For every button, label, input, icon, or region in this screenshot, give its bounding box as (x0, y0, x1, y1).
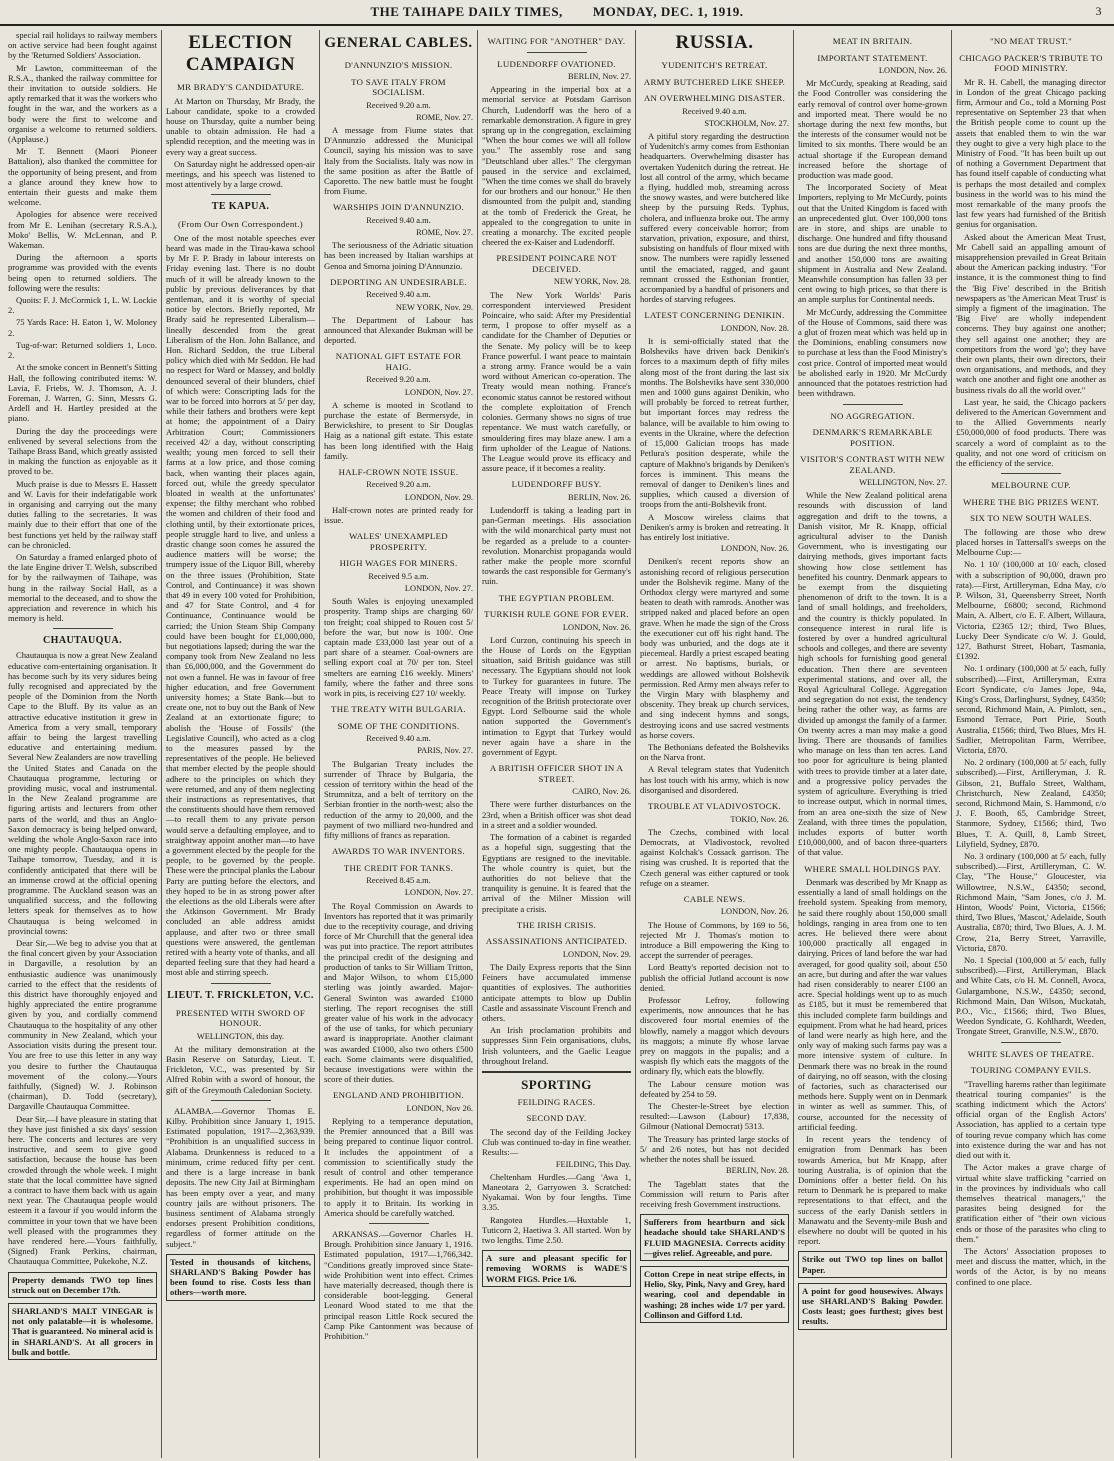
column-7 (952, 30, 1110, 1458)
headline-te-kapua: TE KAPUA. (211, 201, 270, 213)
subheading: DEPORTING AN UNDESIRABLE. (330, 276, 467, 287)
subheading: NATIONAL GIFT ESTATE FOR HAIG. (335, 351, 462, 372)
article-paragraph: Replying to a temperance deputation, the Premier announced that a Bill was being prepared to continue liquor control. It includes the appointment of a commission to scientifically study the result of control and other temperance experiments. He had an open mind on prohibition, but thought it was impossible to apply it to Britain. Its working in America should be carefully watched. (324, 1116, 473, 1218)
dateline: LONDON, Nov 26. (406, 1103, 473, 1113)
received-time: Received 9.40 a.m. (366, 290, 431, 300)
article-paragraph: At the smoke concert in Bennett's Sitting Hall, the following contributed items: W. Lavia, F. Friebs, W. J. Thomson, A. J. Foreman, J. Warren, G. Sinn, Messrs G. Ardell and H. Hartley presided at the piano. (8, 362, 157, 424)
received-time: Received 8.45 a.m. (366, 876, 431, 886)
article-paragraph: There were further disturbances on the 23rd, when a British officer was shot dead in a street and a soldier wounded. (482, 799, 631, 830)
article-paragraph: The Department of Labour has announced that Alexander Bukman will be deported. (324, 314, 473, 346)
article-paragraph: No. 1 ordinary (100,000 at 5/ each, fully subscribed).—First, Artilleryman, Extra Ecort Syndicate, c/o James Jope, 94a, King's Cross, Darlinghurst, Sydney, £4350; second, Richmond Main, A. Pimlott, sen., Esmond Terrace, Port Pirie, South Australia, £1566; third, Two Blues, Mrs H. Sadlier, Metropolitan Farm, Werribee, Victoria, £870. (956, 663, 1106, 755)
subheading: PRESENTED WITH SWORD OF HONOUR. (175, 1007, 306, 1029)
article-paragraph: The Treasury has printed large stocks of 5/ and 2/6 notes, but has not decided whether the notes shall be issued. (640, 1133, 789, 1165)
divider (482, 1071, 631, 1073)
divider (369, 1223, 429, 1224)
column-5 (636, 30, 794, 1458)
advertisement: Property demands TWO top lines struck out on December 17th. (8, 1272, 157, 1298)
article-paragraph: The House of Commons, by 169 to 56, rejected Mr J. Thomas's motion to introduce a Bill empowering the King to accept the surrender of peerages. (640, 919, 789, 961)
article-paragraph: Lord Beatty's reported decision not to publish the official Jutland account is now denied. (640, 962, 789, 993)
subheading: HALF-CROWN NOTE ISSUE. (338, 466, 459, 477)
article-paragraph: Lord Curzon, continuing his speech in the House of Lords on the Egyptian situation, said British guidance was still necessary. The Egyptians should not look to Turkey for guarantees in future. The Peace Treaty will impose on Turkey recognition of the British protectorate over Egypt. Lord Selbourne said the whole nation supported the Government's intimation to Egypt that Turkey would never again have a share in the government of Egypt. (482, 634, 631, 758)
subheading: SECOND DAY. (526, 1113, 587, 1124)
received-time: Received 9.20 a.m. (366, 100, 431, 110)
dateline: TOKIO, Nov. 26. (730, 814, 789, 824)
divider (211, 983, 271, 984)
subheading: D'ANNUNZIO'S MISSION. (344, 60, 453, 70)
article-paragraph: 75 Yards Race: H. Eaton 1, W. Moloney 2. (8, 317, 157, 338)
article-paragraph: Last year, he said, the Chicago packers delivered to the American Government and to the Allied Governments nearly £50,000,000 of food products. There was scarcely a word of complaint as to the quality, and not one word of criticism on the efficiency of the service. (956, 396, 1106, 469)
article-paragraph: The Bethonians defeated the Bolsheviks on the Narva front. (640, 741, 789, 763)
subheading: ARMY BUTCHERED LIKE SHEEP. (643, 76, 786, 87)
subheading: TOURING COMPANY EVILS. (970, 1065, 1092, 1076)
dateline: NEW YORK, Nov. 28. (553, 277, 631, 287)
headline-election-campaign: ELECTION CAMPAIGN (185, 32, 296, 75)
subheading: (From Our Own Correspondent.) (178, 219, 303, 230)
article-paragraph: Dear Sir,—I have pleasure in stating that they have just finished a six days' session here. The concerts and lectures are very instructive, and seem to give good satisfaction, because the house has been crowded through the whole week. I might state that the local committee have signed a contract to have them back with us again next year. The Chautauqua people would esteem it a favour if you would inform the committee in your town that we have been well pleased with the programmes they have rendered here.—Yours faithfully, (Signed) Frank Perkins, chairman, Chautauqua Committee, Pukekohe, N.Z. (8, 1113, 157, 1267)
subheading: IMPORTANT STATEMENT. (817, 52, 928, 63)
headline-russia: RUSSIA. (675, 32, 754, 53)
subheading: WAITING FOR "ANOTHER" DAY. (487, 36, 626, 46)
article-paragraph: Mr McCurdy, addressing the Committee of the House of Commons, said there was a glut of frozen meat which was held up in the Dominions, enabling consumers now to purchase at less than the Food Ministry's cost price. Control of imported meat would be abolished early in 1920. Mr McCurdy announced that the potatoes restriction had been withdrawn. (798, 306, 947, 399)
article-paragraph: The Tageblatt states that the Commission will return to Paris after receiving fresh Government instructions. (640, 1178, 789, 1209)
column-3 (320, 30, 478, 1458)
article-paragraph: One of the most notable speeches ever heard was made in the Tirau-kawa school by Mr F. P. Brady in labour interests on Friday evening last. There is no doubt much of it will be already known to the public by previous deliverances by that gentleman, and it is worthy of special notice by electors. Briefly reported, Mr Brady said he represented Liberalism—lineally descended from the great Liberalism of the Hon. John Ballance, and Hon. Richard Seddon, the true Liberal policy which died with Mr Seddon. He had no respect for Ward or Massey, and boldly denounced several of their blunders, chief of which were: Conscripting lads for the war to be forced into horrors at 5/ per day, while their fathers and brothers were kept at home; the appointment of a Dairy Arbitration Court; Commissioners received 42/ a day, without conscripting wealth; young men forced to sell their farms at a low price, and those coming back, when wanting their places again, forced out, while the greedy speculator bloated in wealth at the unfortunates' expense; the filthy merchant who robbed the women and children of their food and clothing until, by their extortionate prices, people struggle hard to live, and unless a drastic change soon comes he assured the audience matters will be worse; the trumpery issue of the Liquor Bill, whereby on the three issues (Prohibition, State Control, and Continuance) it was shown that 49 in every 100 voted for Prohibition, and 47 for State Control, and 4 for Continuance, Continuance would be carried; the Union Steam Ship Company could have been bought for £1,000,000, but negotiations lapsed; during the war the company took from New Zealand no less than £6,000,000, and the Government do not own a funnel. He was in favour of free higher education, and free Government university homes; a State Bank—but to create one, not to buy out the Bank of New Zealand at an extortionate figure; to abolish the 'House of Fossils' (the Legislative Council), who acted as a clog to the measures passed by the representatives of the people. He believed that member elected by the people should adhere to the principles on which they were returned, and any of them neglecting their instructions as representatives, that the constituents should have them removed—to recall them to any private person would serve a defaulting employee, and to straightway appoint another man—to have a government elected by the people for the people, to be governed by the people. These were the principal planks the Labour Party are putting before the electors, and they hoped to be in as strong power after the elections as the old Liberals were after the Atkinson Government. Mr Brady concluded an able address amidst applause, and after two or three small questions were answered, the gentleman retired with a hearty vote of thanks, and all departed feeling sure that they had heard a most able and stirring speech. (166, 232, 315, 978)
article-paragraph: No. 2 ordinary (100,000 at 5/ each, fully subscribed).—First, Artilleryman, J. R. Gibson, 21, Buffalo Street, Waltham, Christchurch, New Zealand, £4350; second, Richmond Main, S. Hammond, c/o J. F. Booth, 65, Cambridge Street, Stanmore, Sydney, £1566; third, Two Blues, T. A. Quill, 8, Lamb Street, Lilyfield, Sydney, £870. (956, 757, 1106, 849)
article-paragraph: special rail holidays to railway members on active service had been fought against by the 'Returned Soldiers' Association. (8, 30, 157, 61)
dateline: CAIRO, Nov. 26. (572, 787, 631, 797)
masthead-date: MONDAY, DEC. 1, 1919. (592, 4, 744, 19)
article-paragraph: "Travelling harems rather than legitimate theatrical touring companies" is the scathing indictment which the Actors' official organ of the English Actors' Association, has applied to a certain type of touring revue company which has come into existence during the war and has not died out with it. (956, 1078, 1106, 1161)
article-paragraph: A Moscow wireless claims that Deniken's army is broken and retreating. It has entirely lost initiative. (640, 511, 789, 542)
column-2 (162, 30, 320, 1458)
headline-frickleton: LIEUT. T. FRICKLETON, V.C. (167, 989, 314, 1001)
dateline: PARIS, Nov. 27. (417, 746, 473, 756)
article-paragraph: The Bulgarian Treaty includes the surrender of Thrace by Bulgaria, the cession of territory within the head of the Strumnitza, and a belt of territory on the Serbian frontier in the north-west; also the reduction of the army to 20,000, and the payment of two milliard two-hundred and fifty millions of francs as reparation. (324, 758, 473, 841)
article-paragraph: The seriousness of the Adriatic situation has been increased by Italian warships at Genoa and Smorna joining D'Annunzio. (324, 240, 473, 271)
article-paragraph: The Incorporated Society of Meat Importers, replying to Mr McCurdy, points out that the United Kingdom is faced with an unprecedented glut. Over 100,000 tons are in store, and ships are unable to discharge. One hundred and fifty thousand tons are due during the next three months, and another 150,000 tons are awaiting shipment in Australia and New Zealand. Meanwhile consumption has fallen 33 per cent owing to high prices, so that there is an ample surplus for Continental needs. (798, 182, 947, 305)
subheading: THE IRISH CRISIS. (516, 919, 597, 930)
article-paragraph: Mr McCurdy, speaking at Reading, said the Food Controller was considering the early removal of control over home-grown and imported meat. There would be no shortage during the next few months, but the interests of the consumer would not be limited to six months. There would be an actual shortage if the European demand increased before the shortage of production was made good. (798, 78, 947, 181)
dateline: LONDON, Nov. 27. (404, 584, 473, 593)
dateline: LONDON, Nov. 26. (562, 622, 631, 632)
dateline: NEW YORK, Nov. 29. (395, 302, 473, 312)
article-paragraph: No. 1 10/ (100,000 at 10/ each, closed with a subscription of 90,000, drawn pro rata).—First, Artilleryman, Edna May, c/o P. Wilson, 31, Queensberry Street, North Melbourne, £6800; second, Richmond Main, A. Albert, c/o E. F. Albert, Willaura, Victoria, £2365 12/; third, Two Blues, Lucky Deer Syndicate c/o W. J. Gould, 127, Bathurst Street, Hobart, Tasmania, £1392. (956, 559, 1106, 662)
subheading: MELBOURNE CUP. (991, 480, 1071, 491)
article-paragraph: The Daily Express reports that the Sinn Feiners have accumulated immense quantities of explosives. The authorities anticipate attempts to blow up Dublin Castle and assassinate Viscount French and others. (482, 961, 631, 1023)
article-paragraph: Mr R. H. Cabell, the managing director in London of the great Chicago packing firm, Armour and Co., told a Morning Post representative on September 23 that when the British people come to count up the assets that enabled them to win the war they ought to give a very high place to the Ministry of Food. "It has been built up out of nothing a Government Department that has found itself capable of conducting what is perhaps the most detailed and complex business in the world was to his mind the most remarkable of the many proofs the last few years had furnished of the British genius for organisation. (956, 76, 1106, 230)
article-paragraph: Chautauqua is now a great New Zealand educative com-entertaining organisation. It has become such by its very sidures being fully recognised and appreciated by the people of the Dominion from the North Cape to the Bluff. By its value as an attractive educative institution it grew in America from a very small, temporary affair to being the largest travelling educative and entertaining medium. Several New Zealanders are now travelling the United States and Canada on the Chautauqua programme, lecturing or providing music, vocal and instrumental. In the New Zealand programme are figuring artists and lecturers from other parts of the world, and thus an Anglo-Saxon democracy is being helped onward, welding the whole Anglo-Saxon race into one mighty people. Chautauqua opens in Taihape tomorrow, Tuesday, and it is confidently anticipated that there will be an immense crowd at the official opening programme. The Auckland season was an unqualified success, and the following letters speak for themselves as to how Chautauqua is being welcomed in provincial towns: (8, 650, 157, 936)
subheading: WARSHIPS JOIN D'ANNUNZIO. (332, 202, 465, 213)
article-paragraph: In recent years the tendency of emigration from Denmark has been towards America, but Mr Knapp, after touring Australia, is of opinion that the Dominions offer a better field. On his return to Denmark he is prepared to make representations to that effect, and the success of the early Danish settlers in Manawatu and the Seventy-mile Bush and elsewhere no doubt will be quoted in his report. (798, 1134, 947, 1247)
article-paragraph: During the day the proceedings were enlivened by several selections from the Taihape Brass Band, which greatly assisted in making the function as enjoyable as it proved to be. (8, 425, 157, 477)
article-paragraph: The Royal Commission on Awards to Inventors has reported that it was primarily due to the receptivity courage, and driving force of Mr Churchill that the general idea was put into practice. The report attributes the principal credit of the designing and production of tanks to Sir William Tritton, and Major Wilson, to whom £15,000 sterling was jointly awarded. Major-General Swinton was awarded £1000 sterling. The report recognises the still greater value of his work in the advocacy of the use of tanks, for which pecuniary award is inappropriate. Another claimant was awarded £1000, also two others £500 each. Some claimants were disqualified, because investigations were within the score of their duties. (324, 900, 473, 1085)
dateline: LONDON, Nov. 29. (562, 949, 631, 959)
article-paragraph: No. 1 Special (100,000 at 5/ each, fully subscribed).—First, Artilleryman, Black and White Cats, c/o H. M. Connell, Avoca, Gulargambone, N.S.W., £4350; second, Richmond Main, Dan Wilson, Muckatah, P.O., Vic., £1566; third, Two Blues, Weedon Syndicate, G. Kohlhardt, Weeden, Trongate Street, Granville, N.S.W., £870. (956, 955, 1106, 1037)
article-paragraph: Professor Lefroy, following experiments, now announces that he has discovered four mortal enemies of the blowfly, namely a maggot which devours its maggots; a minute fly whose larvae prey on maggots in the pupalis; and a waspish fly which eats the maggots of the ordinary fly, which eats the blowfly. (640, 995, 789, 1077)
subheading: WHITE SLAVES OF THEATRE. (967, 1048, 1095, 1059)
subheading: LUDENDORFF BUSY. (511, 479, 602, 490)
dateline: LONDON, Nov. 26. (878, 66, 947, 75)
subheading: NO AGGREGATION. (830, 410, 915, 421)
subheading: AN OVERWHELMING DISASTER. (643, 93, 786, 103)
subheading: SOME OF THE CONDITIONS. (337, 720, 460, 731)
advertisement: Strike out TWO top lines on ballot Paper. (798, 1251, 947, 1277)
article-paragraph: Mr Lawton, committeeman of the R.S.A., thanked the railway committee for their invitation to outside soldiers. He aptly remarked that it was the workers who fought in the war, and the workers as a body were the first to welcome and organise a welcome to returned soldiers. (Applause.) (8, 62, 157, 145)
advertisement: SHARLAND'S MALT VINEGAR is not only palatable—it is wholesome. That is guaranteed. No mineral acid is in SHARLAND'S. At all grocers in bulk and bottle. (8, 1303, 157, 1360)
advertisement: Tested in thousands of kitchens, SHARLAND'S Baking Powder has been found to rise. Costs less than others—worth more. (166, 1254, 315, 1301)
column-4 (478, 30, 636, 1458)
subheading: AWARDS TO WAR INVENTORS. (332, 846, 465, 857)
divider (527, 52, 587, 53)
dateline: LONDON, Nov. 26. (720, 907, 789, 917)
article-paragraph: The Actors' Association proposes to meet and discuss the matter, which, in the words of the Actor, is by no means confined to one place. (956, 1245, 1106, 1287)
dateline: WELLINGTON, Nov. 27. (859, 478, 947, 487)
subheading: FEILDING RACES. (517, 1096, 596, 1107)
article-paragraph: Deniken's recent reports show an astonishing record of religious persecution under the Bolshevik regime. Many of the Orthodox clergy were martyred and some beaten to death with ramrods. Another was stripped naked and placed before an open grave. When he made the sign of the Cross the executioner cut off his right hand. The body was unburied, and the dogs ate it piecemeal. Hardly a priest escaped beating or arrest. No baptisms, burials, or weddings are allowed without Bolshevik permission. Red Army men always refer to the Virgin Mary with blasphemy and obscenity. They break up church services, and sing indecent hymns and songs, destroying icons and use sacred vestments as horse covers. (640, 556, 789, 740)
article-paragraph: Asked about the American Meat Trust, Mr Cabell said an appalling amount of misapprehension prevailed in Great Britain about the American packing industry. "For instance, it is the commonest thing to find the 'Big Five' described in the British newspapers as 'the American Meat Trust' is simply a figment of the imagination. The 'Big Five' are wholly independent concerns. They buy against one another; they sell against one another; they are competitors from the word 'go'; they have their own plants, their own directors, their own organisations, and methods, and they watch one another and fight one another as business rivals do all the world over." (956, 231, 1106, 395)
dateline: LONDON, Nov. 28. (720, 323, 789, 333)
masthead (0, 0, 1114, 26)
subheading: THE EGYPTIAN PROBLEM. (498, 592, 615, 603)
subheading: CABLE NEWS. (683, 893, 746, 904)
subheading: "NO MEAT TRUST." (989, 36, 1073, 46)
headline-general-cables: GENERAL CABLES. (324, 35, 473, 51)
divider (53, 628, 113, 629)
subheading: LATEST CONCERNING DENIKIN. (644, 310, 785, 321)
subheading: MR BRADY'S CANDIDATURE. (176, 82, 304, 92)
received-time: Received 9.20 a.m. (366, 480, 431, 490)
received-time: Received 9.40 a.m. (682, 106, 747, 116)
subheading: VISITOR'S CONTRAST WITH NEW ZEALAND. (800, 454, 945, 475)
dateline: BERLIN, Nov. 28. (726, 1166, 789, 1176)
advertisement: A point for good housewives. Always use SHARLAND'S Baking Powder. Costs least; goes furthest; gives best results. (798, 1283, 947, 1330)
subheading: DENMARK'S REMARKABLE POSITION. (812, 427, 933, 448)
article-paragraph: Rangotea Hurdles.—Huxtable 1, Tuticorn 2, Haetiwa 3. All started. Won by two lengths. Time 2.50. (482, 1214, 631, 1245)
article-paragraph: On Saturday a framed enlarged photo of the late Engine driver T. Welsh, subscribed for by the railwaymen of Taihape, was hung in the railway Social Hall, as a memorial to the deceased, and to show the appreciation and reverence in which his memory is held. (8, 551, 157, 624)
article-paragraph: At the military demonstration at the Basin Reserve on Saturday, Lieut. T. Frickleton, V.C., was presented by Sir Alfred Robin with a sword of honour, the gift of the Greymouth Caledonian Society. (166, 1043, 315, 1095)
dateline: WELLINGTON, this day. (196, 1031, 285, 1041)
dateline: FEILDING, This Day. (555, 1159, 631, 1169)
dateline: ROME, Nov. 27. (416, 112, 473, 122)
article-paragraph: Dear Sir,—We beg to advise you that at the final concert given by your Association in Dargaville, a resolution by an enthusiastic audience was unanimously carried to the effect that the residents of this district have thoroughly enjoyed and highly appreciated the entire programme given by you, and cordially commend Chautauqua to the hospitality of any other community in New Zealand, which your Association visits during the present tour. You are free to use this letter in any way you desire to further the Chautauqua movement of the colony.—Yours faithfully, (Signed) W. J. Robinson (chairman), D. Todd (secretary), Dargaville Chautauqua Committee. (8, 938, 157, 1112)
dateline: BERLIN, Nov. 26. (568, 492, 631, 502)
divider (1001, 1042, 1061, 1043)
article-paragraph: Half-crown notes are printed ready for issue. (324, 504, 473, 526)
dateline: LONDON, Nov. 27. (404, 387, 473, 397)
page-number: 3 (1095, 4, 1102, 18)
article-paragraph: Tug-of-war: Returned soldiers 1, Loco. 2. (8, 339, 157, 361)
subheading: TURKISH RULE GONE FOR EVER. (484, 609, 629, 620)
article-paragraph: South Wales is enjoying unexampled prosperity. Tramp ships are charging 60/ ton freight; coal shipped to Rouen cost 5/ before the war, but now is 100/. One captain made £33,000 last year out of a part share of a steamer. Coal-owners are selling export coal at 70/ per ton. Steel smelters are earning £16 weekly. Miners' family, where the father and three sons work in pits, is receiving £27 10/ weekly. (324, 596, 473, 699)
article-paragraph: The Czechs, combined with local Democrats, at Vladivostock, revolted against Kolchak's Cossack garrison. The rising was crushed. It is reported that the Czech general was either captured or took refuge on a steamer. (640, 826, 789, 888)
subheading: ENGLAND AND PROHIBITION. (332, 1090, 465, 1101)
article-paragraph: Ludendorff is taking a leading part in pan-German meetings. His association with the wild monarchical party must not be regarded as a prelude to a counter-revolution. Monarchist propaganda would rather make the people more scornful towards the cast responsible for Germany's ruin. (482, 505, 631, 587)
article-paragraph: A Reval telegram states that Yudenitch has lost touch with his army, which is now disorganised and disordered. (640, 764, 789, 795)
subheading: A BRITISH OFFICER SHOT IN A STREET. (489, 763, 624, 784)
article-paragraph: ALAMBA.—Governor Thomas E. Kilby. Prohibition since January 1, 1915. Estimated population, 1917—2,363,939. "Prohibition is an unqualified success in Alabama. Drunkenness is reduced to a minimum, crime reduced fifty per cent. and there is a large increase in bank deposits. The new City Jail at Birmingham has been empty over a year, and many country jails are without prisoners. The business sentiment of Alabama strongly endorses present Prohibition conditions, regardless of former attitude on the subject." (166, 1105, 315, 1249)
subheading: WHERE THE BIG PRIZES WENT. (962, 496, 1100, 507)
dateline: STOCKHOLM, Nov. 27. (704, 118, 789, 128)
masthead-title: THE TAIHAPE DAILY TIMES, (370, 4, 563, 19)
dateline: LONDON, Nov. 27. (404, 888, 473, 898)
subheading: THE TREATY WITH BULGARIA. (331, 704, 466, 715)
subheading: WHERE SMALL HOLDINGS PAY. (804, 863, 941, 874)
article-paragraph: The Labour censure motion was defeated by 254 to 59. (640, 1078, 789, 1099)
subheading: MEAT IN BRITAIN. (832, 36, 913, 46)
subheading: PRESIDENT POINCARE NOT DECEIVED. (496, 253, 617, 274)
article-paragraph: Much praise is due to Messrs E. Hassett and W. Lavis for their indefatigable work in organising and carrying out the many duties falling to the secretaries. It was mainly due to their effort that one of the best functions yet held by the railway staff can be chronicled. (8, 478, 157, 550)
article-paragraph: A pitiful story regarding the destruction of Yudenitch's army comes from Esthonian headquarters. Overwhelming disaster has overtaken Yudenitch during the retreat. He lost all control of the army, which became a flying, huddled mob, streaming across the snowy wastes, and were butchered like sheep by the pursuing Reds. Typhus, cholera, and influenza broke out. The army suffered every conceivable horror; from starvation, privation, exposure, and thirst, subsisting on handfuls of flour mixed with snow. The numbers were rapidly lessened until the emaciated, ragged, and gaunt remnant crossed the Esthonian frontier, accompanied by a handful of prisoners and hordes of starving refugees. (640, 130, 789, 305)
article-paragraph: The Chester-le-Street bye election resulted:—Lawson (Labour) 17,838, Gilmour (National Democrat) 5313. (640, 1101, 789, 1132)
dateline: BERLIN, Nov. 27. (568, 72, 631, 81)
received-time: Received 9.5 a.m. (368, 571, 429, 581)
advertisement: Cotton Crepe in neat stripe effects, in Helio, Sky, Pink, Navy and Grey, hard wearing, cool and dependable in washing; 28 inches wide 1/7 per yard. Collinson and Gifford Ltd. (640, 1266, 789, 1323)
subheading: YUDENITCH'S RETREAT. (661, 60, 768, 70)
article-paragraph: The formation of a cabinet is regarded as a hopeful sign, suggesting that the Egyptians are resigned to the inevitable. The whole country is quiet, but the authorities do not believe that the tranquility is genuine. It is feared that the arrival of the Milner Mission will precipitate a crisis. (482, 832, 631, 914)
article-paragraph: A scheme is mooted in Scotland to purchase the estate of Bermersyde, in Berwickshire, to present to Sir Douglas Haig as a national gift estate. This estate has been long identified with the Haig family. (324, 399, 473, 461)
divider (211, 194, 271, 195)
subheading: THE CREDIT FOR TANKS. (343, 862, 454, 873)
article-paragraph: The following are those who drew placed horses in Tattersall's sweeps on the Melbourne Cup:— (956, 526, 1106, 558)
article-paragraph: Mr T. Bennett (Maori Pioneer Battalion), also thanked the committee for the opportunity of being present, and from a glance around they knew how to entertain their guests and make them welcome. (8, 146, 157, 208)
headline-sporting: SPORTING (521, 1076, 592, 1092)
dateline: ROME, Nov. 27. (416, 228, 473, 238)
subheading: LUDENDORFF OVATIONED. (497, 58, 616, 69)
article-paragraph: A message from Fiume states that D'Annunzio addressed the Municipal Council, saying his mission was to save Italy from the Socialists. Italy was now in the same position as after the Battle of Caporetto. The new battle must be fought from Fiume. (324, 124, 473, 197)
article-paragraph: An Irish proclamation prohibits and suppresses Sinn Fein organisations, clubs, Irish volunteers, and the Gaelic League throughout Ireland. (482, 1025, 631, 1066)
subheading: TROUBLE AT VLADIVOSTOCK. (647, 801, 782, 811)
article-paragraph: Denmark was described by Mr Knapp as essentially a land of small holdings on the freehold system. Speaking from memory, he said there roughly about 150,000 small holdings, ranging in area from one to ten acres. He believed there were about 100,000 practically all engaged in dairying. Prices of land before the war had averaged, for good quality soil, about £50 an acre, but during and after the war values had risen considerably to nearer £100 an acre. Special holdings went up to as much as £185, but it must be remembered that this included complete farm buildings and equipment. From what he had heard, prices of land were nearly as high here, and the only way of making such farms pay was a more intensive system of culture. In Denmark there was no break in the round of dairying, no off season, with the closing of factories, such as characterised our methods here. Supply went on in Denmark in winter as well as summer. This, of course, accounted for the necessity of artificial feeding. (798, 877, 947, 1132)
article-paragraph: On Saturday night he addressed open-air meetings, and his speech was listened to most attentively by a large crowd. (166, 158, 315, 190)
article-paragraph: Apologies for absence were received from Mr E. Lenihan (secretary R.S.A.), Moko' Bellis, W. McLennan, and P. Wakeman. (8, 209, 157, 251)
received-time: Received 9.40 a.m. (366, 215, 431, 225)
article-paragraph: Appearing in the imperial box at a memorial service at Potsdam Garrison Church, Ludendorff was the hero of a remarkable demonstration. A figure in grey sprang up in the congregation, exclaiming "When the hour comes we will all follow you." The assembly rose and sang "Deutschland uber alles." The clergyman paused in the service and exclaimed, "When the time comes we shall do bravely for our brothers and our honour." He then dismounted from the pulpit and, standing at the tomb of Frederick the Great, he appealed to the congregation to unite in creating a monarchy. The excited people cheered the ex-Kaiser and Ludendorff. (482, 84, 631, 248)
columns (4, 30, 1110, 1458)
subheading: HIGH WAGES FOR MINERS. (339, 558, 458, 569)
divider (843, 404, 903, 405)
subheading: WALES' UNEXAMPLED PROSPERITY. (349, 531, 448, 552)
article-paragraph: It is semi-officially stated that the Bolsheviks have driven back Denikin's forces to a maximum depth of fifty miles along most of the front during the last six months. The Bolsheviks have sent 330,000 men and 1000 guns against Denikin, who will probably be forced to retreat further, but important forces may redress the balance, will be available to him owing to events in the Ukraine, where the defection of 15,000 Galician troops has made Petlura's position desperate, while the capture of Makhno's brigands by Deniken's forces is imminent. This means the removal of danger to Deniken's lines and supplies, which caused a diversion of troops from the anti-Bolshevik front. (640, 336, 789, 510)
article-paragraph: No. 3 ordinary (100,000 at 5/ each, fully subscribed).—First, Artilleryman, C. W. Clay, "The House," Gloucester, via Willowtree, N.S.W., £4350; second, Richmond Main, "Sam Jones, c/o J. M. Hinton, Woods' Point, Victoria, £1566; third, Two Blues, 'Mascot,' Adelaide, South Australia, £870; third, Two Blues, A. J. M. Crow, 21a, Berry Street, Yarraville, Victoria, £870. (956, 851, 1106, 953)
article-paragraph: Cheltenham Hurdles.—Gang 'Awa 1, Maneotara 2, Garryowen 3. Scratched: Nyakamai. Won by four lengths. Time 3.35. (482, 1171, 631, 1213)
column-1 (4, 30, 162, 1458)
column-6 (794, 30, 952, 1458)
article-paragraph: The Actor makes a grave charge of virtual white slave trafficking "carried on in the provinces by individuals who call themselves theatrical managers," the parasites being designed for the gratification either of "their own vicious ends or those of the parasites who cling to them." (956, 1162, 1106, 1244)
dateline: LONDON, Nov. 29. (404, 492, 473, 502)
advertisement: Sufferers from heartburn and sick headache should take SHARLAND'S FLUID MAGNESIA. Corrects acidity—gives relief. Agreeable, and pure. (640, 1214, 789, 1261)
subheading: SIX TO NEW SOUTH WALES. (970, 513, 1092, 524)
subheading: CHICAGO PACKER'S TRIBUTE TO FOOD MINISTRY. (959, 52, 1103, 73)
article-paragraph: Quoits: F. J. McCormick 1, L. W. Lockie 2. (8, 295, 157, 316)
divider (1001, 473, 1061, 474)
divider (211, 1100, 271, 1101)
received-time: Received 9.20 a.m. (366, 375, 431, 385)
article-paragraph: ARKANSAS.—Governor Charles H. Brough. Prohibition since January 1, 1916. Estimated population, 1917—1,766,342. "Conditions greatly improved since State-wide Prohibition went into effect. Crimes have materially decreased, though there is considerable boot-legging. General Leonard Wood stated to me that the principal reason Little Rock secured the Camp Pike Cantonment was because of Prohibition." (324, 1229, 473, 1342)
article-paragraph: While the New Zealand political arena resounds with discussion of land aggregation and drift to the towns, a Danish visitor, Mr R. Knapp, official agricultural adviser to the Danish Government, who is investigating our dairying methods, gives important facts showing how close settlement has benefited his country. Denmark appears to be exempt from the disquieting phenomenon of drift to the town. It is a land of small holdings, and freeholders, and the country is thickly populated. In consequence interest in rural life is fostered by over a hundred agricultural schools and colleges, and there are seventy high schools for furnishing good general education. Then there are seventeen experimental stations, and over all, the Royal Agricultural College. Aggregation and segregation do not exist, the tendency being rather the other way, as farms are divided up amongst the family of a farmer. On twenty acres a man may make a good living. There are thousands of families who manage on less than ten acres. Land too poor for agriculture is being planted with trees to provide timber at a later date, and a progressive policy pervades the system of agriculture. Everything is tried to increase output, which in normal times, from an area one-sixth the size of New Zealand, with three times the population, includes exports of butter worth £10,000,000, and of bacon three-quarters of that value. (798, 490, 947, 858)
advertisement: A sure and pleasant specific for removing WORMS is WADE'S WORM FIGS. Price 1/6. (482, 1250, 631, 1287)
dateline: LONDON, Nov. 26. (720, 544, 789, 554)
article-paragraph: During the afternoon a sports programme was provided with the events being open to returned soldiers. The following were the results: (8, 252, 157, 293)
article-paragraph: At Marton on Thursday, Mr Brady, the Labour candidate, spoke to a crowded house on Thursday, quite a number being unable to obtain admission. He had a splendid reception, and the meeting was in every way a great success. (166, 95, 315, 157)
subheading: ASSASSINATIONS ANTICIPATED. (485, 936, 628, 947)
article-paragraph: The second day of the Feilding Jockey Club was continued to-day in fine weather. Results:— (482, 1126, 631, 1158)
subheading: TO SAVE ITALY FROM SOCIALISM. (351, 76, 446, 97)
article-paragraph: The New York Worlds' Paris correspondent interviewed President Poincaire, who said: After my Presidential term, I propose to offer myself as a candidate for the Chamber of Deputies or the Senate. My policy will be to keep France powerful. I want peace to maintain a strong army. France would be a vain word without American co-operation. The Treaty would mean nothing. France's economic status cannot be restored without the complete exploitation of French colonies. Germany shows no signs of true repentance. We must watch carefully, or smouldering fires may blaze anew. I am a firm upholder of the League of Nations. The League would prove its efficacy and assure peace, if it becomes a reality. (482, 289, 631, 474)
received-time: Received 9.40 a.m. (366, 734, 431, 744)
headline-chautauqua: CHAUTAUQUA. (43, 635, 122, 647)
